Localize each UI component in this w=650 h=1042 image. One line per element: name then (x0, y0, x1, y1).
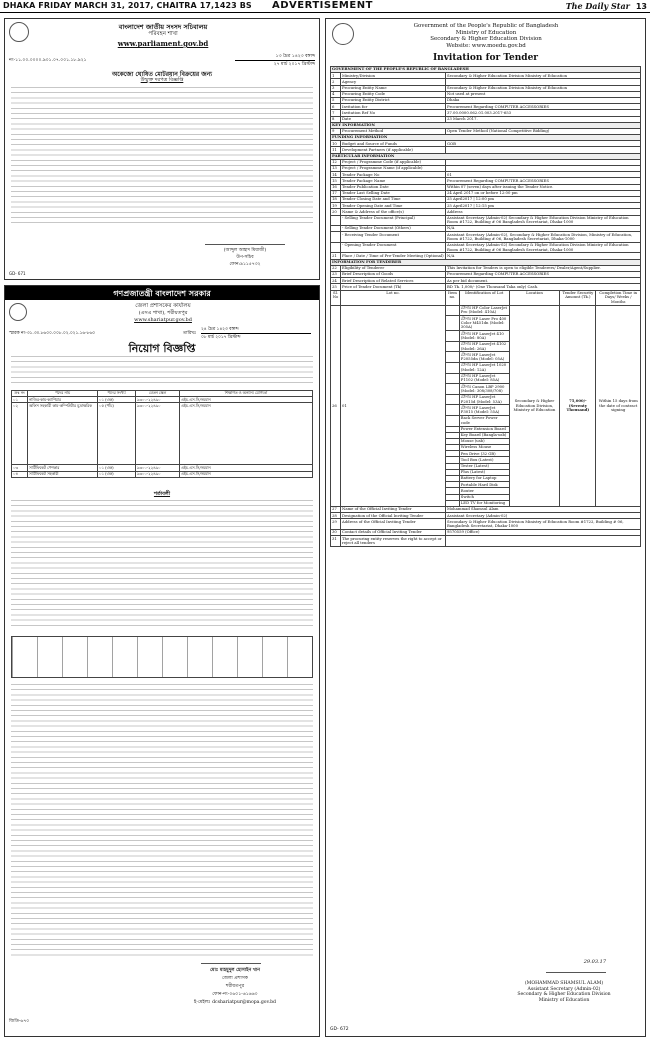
row-number: 1 (331, 73, 341, 79)
item-name: LED TV for Monitoring (459, 500, 509, 506)
row-value: Procurement Regarding COMPUTER ACCESSORIES (446, 178, 641, 184)
row-number: 30 (331, 529, 341, 535)
table-row (12, 403, 313, 465)
row-value: As per bid document. (446, 278, 641, 284)
col-header: Item no. (446, 290, 460, 305)
row-number: 13 (331, 166, 341, 172)
cell: ০১ (এক) (98, 397, 136, 403)
address-label: - Opening Tender Document (341, 242, 446, 253)
notice-title: নিয়োগ বিজ্ঞপ্তি (128, 342, 196, 355)
signer-place: শরীয়তপুর (225, 984, 245, 989)
row-number: 23 (331, 272, 341, 278)
item-name: টোনার HP LaserJet P1102 (Model: 85A) (459, 373, 509, 384)
row-number: 7 (331, 110, 341, 116)
row-number: 29 (331, 519, 341, 530)
item-name: টোনার HP LaserJet 1020 (Model: 12A) (459, 362, 509, 373)
item-sl: 26 (331, 305, 341, 506)
item-name: Tool Box (Latest) (459, 457, 509, 463)
item-name: Battery for Laptop (459, 476, 509, 482)
website-link[interactable]: www.parliament.gov.bd (117, 39, 209, 48)
section-title: INFORMATION FOR TENDERER (331, 259, 641, 265)
row-number: 27 (331, 506, 341, 512)
row-number: 17 (331, 190, 341, 196)
memo-number: স্মারক নং-৩১.৩০.৮৬০০.০০৮.০২.০২১.১৬-৮৬০ (9, 331, 96, 336)
item-name: Portable Hard Disk (459, 482, 509, 488)
row-label: Date (341, 116, 446, 122)
item-row (331, 305, 641, 316)
col-header: Sl. No (331, 290, 341, 305)
col-header: পদের নাম (28, 391, 98, 397)
notice-title: Invitation for Tender (432, 53, 539, 63)
address-label: - Selling Tender Document (Principal) (341, 215, 446, 226)
address-row (331, 232, 641, 243)
signer-name: (MOHAMMAD SHAMSUL ALAM) (524, 981, 604, 986)
cell: অফিস সহকারী কাম-কম্পিউটার মুদ্রাক্ষরিক (28, 403, 98, 465)
row-label: Project / Programme Name (if applicable) (341, 166, 446, 172)
application-form-table (11, 636, 313, 678)
notice-title: অকেজো ঘোষিত মোটরযান বিক্রয়ের জন্য (112, 71, 212, 78)
row-label: Procurement Method (341, 128, 446, 134)
row-value: Secondary & Higher Education Division Ministry of Education (446, 73, 641, 79)
cell: সার্টিফিকেট পেশকার (28, 465, 98, 471)
row-number: 31 (331, 536, 341, 547)
row-number: 15 (331, 178, 341, 184)
row-number: 21 (331, 253, 341, 259)
row-value: 37.00.0000.062.01.003.2017-653 (446, 110, 641, 116)
row-label: Tender Package Name (341, 178, 446, 184)
newspaper-logo: The Daily Star (565, 1, 630, 11)
address-label: - Selling Tender Document (Others) (341, 226, 446, 232)
row-value: 25 April2017 | 12:15 pm (446, 203, 641, 209)
ad-code: GD- 672 (330, 1027, 349, 1032)
row-value: Procurement Regarding COMPUTER ACCESSORIES (446, 104, 641, 110)
row-value (446, 536, 641, 547)
address-row (331, 215, 641, 226)
signer-title: Assistant Secretary (Admin-02) (527, 986, 601, 992)
row-value: Within 07 (seven) days after issuing the Tender Notice. (446, 184, 641, 190)
tender-info-table (330, 66, 641, 547)
row-number: 25 (331, 284, 341, 290)
row-number: 12 (331, 159, 341, 165)
cell: ০১ (12, 397, 28, 403)
signer-name: মোঃ মাহমুদুল হোসাইন খান (210, 968, 260, 973)
cell: এইচ.এস.সি/সমমান (180, 471, 313, 477)
row-label: Brief Description of Goods (341, 272, 446, 278)
row-number: 18 (331, 196, 341, 202)
item-name: টোনার HP LaserJet P3015 (Model: 55A) (459, 405, 509, 416)
section-title: FUNDING INFORMATION (331, 135, 641, 141)
row-value: Assistant Secretary (Admin-02) (446, 513, 641, 519)
row-value: Address (446, 209, 641, 215)
item-name: টোনার HP Laser Pro 400 Color M451dn (Model: 305A) (459, 316, 509, 331)
ministry-name: Ministry of Education (455, 29, 517, 36)
col-header: শিক্ষাগত ও অন্যান্য যোগ্যতা (180, 391, 313, 397)
item-name: Power Extension Board (459, 426, 509, 432)
item-name: Pen Drive (32 GB) (459, 451, 509, 457)
row-number: 9 (331, 128, 341, 134)
cell: ৯৩০০-২২৪৯০ (136, 403, 180, 465)
website-link[interactable]: Website: www.moedu.gov.bd (446, 42, 526, 49)
item-name: Tester (Latest) (459, 463, 509, 469)
section-title: KEY INFORMATION (331, 122, 641, 128)
row-label: Tender Publication Date (341, 184, 446, 190)
row-number: 24 (331, 278, 341, 284)
date-en: ২৭ মার্চ ২০১৭ খ্রিস্টাব্দ (273, 62, 315, 67)
row-value: Secondary & Higher Education Division Ministry of Education Room #1722, Building # 06, Bangladesh Secretariat, Dhaka-1000 (446, 519, 641, 530)
row-label: Procuring Entity Name (341, 85, 446, 91)
row-label: Name of the Official Inviting Tender (341, 506, 446, 512)
item-name: টোনার HP LaserJet 410 (Model: 80A) (459, 331, 509, 342)
signer-name: (আব্দুল আহাদ মিয়াজী) (223, 248, 267, 253)
row-value: 23 March 2017. (446, 116, 641, 122)
row-value: GOB (446, 141, 641, 147)
row-label: Budget and Source of Funds (341, 141, 446, 147)
item-name: টোনার HP Color LaserJet Pro (Model: 410A) (459, 305, 509, 316)
col-header: Location (509, 290, 560, 305)
item-completion: Within 15 days from the date of contract signing (596, 305, 641, 506)
cell: সার্টিফিকেট সহকারী (28, 471, 98, 477)
col-header: Completion Time in Days/ Weeks / Months (596, 290, 641, 305)
division-name: Secondary & Higher Education Division (430, 36, 542, 43)
signer-phone: ফোন:৯১১৫৭৩২ (229, 262, 261, 267)
gov-banner: গণপ্রজাতন্ত্রী বাংলাদেশ সরকার (5, 286, 319, 300)
conditions-heading: শর্তাবলী (153, 491, 171, 497)
item-name: টোনার HP LaserJet 4102 (Model: 26A) (459, 341, 509, 352)
row-value: 24 April 2017 on or before 12:00 pm (446, 190, 641, 196)
col-header: বেতন স্কেল (136, 391, 180, 397)
notice-body (11, 87, 313, 227)
item-name: টোনার Canon LBP 2900 (Model: 308/308/708) (459, 384, 509, 395)
table-row (331, 536, 641, 547)
cell: ৯৩০০-২২৪৯০ (136, 465, 180, 471)
emblem-icon (332, 23, 354, 45)
row-value: Procurement Regarding COMPUTER ACCESSORIES (446, 272, 641, 278)
row-label: Place / Date / Time of Pre-Tender Meeting (Optional) (342, 252, 444, 258)
tender-ad (325, 18, 646, 1037)
notice-subtitle: উন্মুক্ত দরপত্র বিজ্ঞপ্তি (140, 77, 184, 83)
office-name: জেলা প্রশাসকের কার্যালয় (135, 303, 191, 309)
section-label: ADVERTISEMENT (272, 0, 373, 11)
cell: নাজির-কাম-ক্যাশিয়ার (28, 397, 98, 403)
row-label: Tender Package No (341, 172, 446, 178)
row-value: Not used at present (446, 91, 641, 97)
row-number: 16 (331, 184, 341, 190)
row-label: Procuring Entity Code (341, 91, 446, 97)
item-name: টোনার HP LaserJet P2055dn (Model: 05A) (459, 352, 509, 363)
col-header: ক্রঃ নং (12, 391, 28, 397)
row-label: Tender Closing Date and Time (341, 196, 446, 202)
address-value: Assistant Secretary (Admin-02) Secondary & Higher Education Division Ministry of Education Room #1722, Building # 06 Bangladesh Secretariat, Dhaka-1000 (446, 215, 641, 226)
item-lot: 01 (341, 305, 446, 506)
row-value: 9570559 (Office) (446, 529, 641, 535)
items-header (331, 290, 641, 305)
item-security: 75,000/- (Seventy Thousand) (560, 305, 596, 506)
item-name: Key Board (Bangla-usb) (459, 432, 509, 438)
signer-ministry: Ministry of Education (538, 997, 590, 1003)
cell: এইচ.এস.সি/সমমান (180, 465, 313, 471)
col-header: পদের সংখ্যা (98, 391, 136, 397)
date-en: ০৮ মার্চ ২০১৭ খ্রিস্টাব্দ (201, 335, 241, 340)
table-row (12, 471, 313, 477)
page-number: 13 (635, 2, 647, 11)
row-label: Designation of the Official Inviting Tender (341, 513, 446, 519)
row-number: 11 (331, 147, 341, 153)
signature-date: 29.03.17 (546, 959, 606, 973)
table-header (12, 391, 313, 397)
address-value: Assistant Secretary (Admin-02) Secondary & Higher Education Division Ministry of Education Room #1722, Building # 06 Bangladesh Secretariat, Dhaka-1000 (446, 242, 641, 253)
page-masthead (0, 0, 650, 13)
item-name: Plus (Latest) (459, 469, 509, 475)
row-label: Name & Address of the office(s) (341, 209, 446, 215)
dept-name: পরিবহন শাখা (148, 31, 178, 37)
item-location: Secondary & Higher Education Division, Ministry of Education (509, 305, 560, 506)
row-number: 10 (331, 141, 341, 147)
date-label: তারিখঃ (183, 331, 197, 336)
col-header: Identification of Lot (459, 290, 509, 305)
date-bn: ১৩ চৈত্র ১৪২৩ বঙ্গাব্দ (235, 53, 315, 61)
intro-paragraph (11, 356, 313, 386)
item-name: Mouse (usb) (459, 438, 509, 444)
cell: ০২ (12, 403, 28, 465)
row-label: The procuring entity reserves the right to accept or reject all tenders (341, 536, 446, 547)
row-value: Dhaka (446, 97, 641, 103)
signature (201, 954, 261, 964)
recruitment-ad (4, 285, 320, 1037)
row-number: 28 (331, 513, 341, 519)
section-title: GOVERNMENT OF THE PEOPLE'S REPUBLIC OF BANGLADESH (331, 67, 641, 73)
row-label: Address of the Official Inviting Tender (341, 519, 446, 530)
address-value: Assistant Secretary (Admin-02), Secondary & Higher Education Division, Ministry of Education, Room #1722, Building # 06, Bangladesh Secretariat, Dhaka-1000 (446, 232, 641, 243)
office-sub: (এসএ শাখা), শরীয়তপুর (138, 310, 188, 316)
page-info (566, 1, 647, 11)
row-number: 4 (331, 91, 341, 97)
col-header: Lot no. (341, 290, 446, 305)
gov-name: Government of the People's Republic of Bangladesh (413, 23, 559, 29)
address-value: N/A (446, 226, 641, 232)
address-label: - Receiving Tender Document (341, 232, 446, 243)
row-number: 20 (331, 209, 341, 215)
cell: ৯৩০০-২২৪৯০ (136, 471, 180, 477)
row-number: 3 (331, 85, 341, 91)
parliament-tender-ad (4, 18, 320, 280)
row-value: 01 (446, 172, 641, 178)
row-number: 2 (331, 79, 341, 85)
address-row (331, 242, 641, 253)
section-title: PARTICULAR INFORMATION (331, 153, 641, 159)
item-name: Back Server Power code (459, 415, 509, 426)
row-label: Eligibility of Tenderer (341, 265, 446, 271)
row-number: 8 (331, 116, 341, 122)
org-name: বাংলাদেশ জাতীয় সংসদ সচিবালয় (118, 23, 208, 31)
row-label: Project / Programme Code (if applicable) (341, 159, 446, 165)
row-label: Price of Tender Document (Tk) (341, 284, 446, 290)
signer-title: জেলা প্রশাসক (222, 976, 248, 981)
cell: এইচ.এস.সি/সমমান (180, 403, 313, 465)
item-name: Wireless Mouse (459, 445, 509, 451)
col-header: Tender Security Amount (Tk.) (560, 290, 596, 305)
posts-table (11, 390, 313, 478)
conditions-text (11, 500, 313, 630)
date-bn: ২৪ চৈত্র ১৪২৩ বঙ্গাব্দ (201, 326, 311, 334)
cell: ০৪ (12, 471, 28, 477)
cell: ০৫ (পাঁচ) (98, 403, 136, 465)
item-name: টোনার HP LaserJet P2015d (Model: 53A) (459, 394, 509, 405)
emblem-icon (9, 22, 29, 42)
row-label: Invitation Ref No (341, 110, 446, 116)
row-label: Procuring Entity District (341, 97, 446, 103)
item-name: Switch (459, 494, 509, 500)
ad-code: GD- 671 (9, 271, 26, 276)
row-value: N/A (446, 253, 641, 259)
row-label: Contact details of Official Inviting Tender (341, 529, 446, 535)
dateline: DHAKA FRIDAY MARCH 31, 2017, CHAITRA 17,1423 BS (3, 1, 252, 10)
row-label: Invitation for (341, 104, 446, 110)
cell: এইচ.এস.সি/সমমান (180, 397, 313, 403)
row-number: 6 (331, 104, 341, 110)
table-row (331, 519, 641, 530)
row-value: This Invitation for Tenders is open to eligible Tenderers/ Dealer/Agent/Supplier. (446, 265, 641, 271)
row-value: Mohammad Shamsul Alam (446, 506, 641, 512)
memo-number: নং-১১.০০.০০০০.৯০১.০৭.০০১.১৮.৯২১ (9, 58, 87, 63)
row-value: 25 April2017 | 12:00 pm (446, 196, 641, 202)
signer-division: Secondary & Higher Education Division (517, 992, 611, 998)
emblem-icon (9, 303, 27, 321)
cell: ৯৩০০-২২৪৯০ (136, 397, 180, 403)
cell: ০১ (এক) (98, 471, 136, 477)
row-number: 5 (331, 97, 341, 103)
cell: ০৩ (12, 465, 28, 471)
ad-code: জিডি-৬৭০ (9, 1019, 30, 1024)
row-label: Tender Opening Date and Time (341, 203, 446, 209)
terms-list (11, 684, 313, 956)
item-name: Router (459, 488, 509, 494)
signer-phone: ফোন-নং-০৬০১-৬১৬৬০ (212, 992, 258, 997)
row-value: Secondary & Higher Education Division Ministry of Education (446, 85, 641, 91)
row-label: Brief Description of Related Services (341, 278, 446, 284)
signature (205, 231, 285, 245)
row-number: 14 (331, 172, 341, 178)
row-number: 19 (331, 203, 341, 209)
row-label: Agency (341, 79, 446, 85)
row-value: Open Tender Method (National Competitive Bidding) (446, 128, 641, 134)
row-label: Development Partners (if applicable) (341, 147, 446, 153)
row-label: Tender Last Selling Date (341, 190, 446, 196)
row-number: 22 (331, 265, 341, 271)
website-link[interactable]: www.shariatpur.gov.bd (134, 317, 192, 323)
signer-title: উপ-সচিব (236, 255, 254, 260)
signer-email: ই-মেইলঃ dcshariatpur@mopa.gov.bd (194, 1000, 276, 1005)
row-value: BD Tk. 1,000/- (One Thousand Taka only) Cash. (446, 284, 641, 290)
cell: ০১ (এক) (98, 465, 136, 471)
row-label: Ministry/Division (341, 73, 446, 79)
